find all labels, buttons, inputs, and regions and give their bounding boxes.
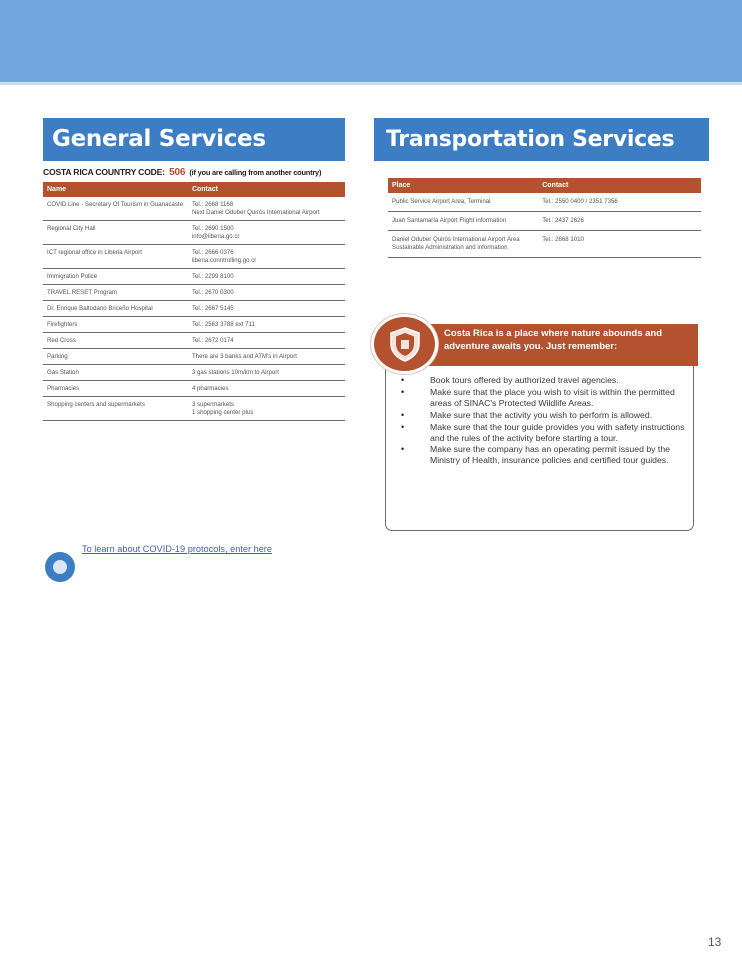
advice-list-item: • Make sure that the tour guide provides you with safety instructions and the rules of the activity before starting a tour. (401, 422, 691, 444)
row-contact-cell: Tel.: 2563 3788 ext 711 (188, 317, 345, 333)
row-contact-cell: Tel.: 2550 0400 / 2351 7356 (538, 193, 701, 212)
top-color-band (0, 0, 742, 85)
table-row (43, 397, 345, 421)
row-contact-cell: Tel.: 2666 0376 liberia.conntrolling.go.cr (188, 245, 345, 269)
row-contact-cell: There are 3 banks and ATM's in Airport (188, 349, 345, 365)
row-name-cell: Shopping centers and supermarkets (43, 397, 188, 421)
row-name-cell: Public Service Airport Area, Terminal (388, 193, 538, 212)
table-row (43, 349, 345, 365)
row-contact-cell: 4 pharmacies (188, 381, 345, 397)
row-contact-cell: Tel.: 2672 0174 (188, 333, 345, 349)
page-number: 13 (708, 935, 722, 949)
country-code-line (43, 167, 345, 178)
table-row (43, 333, 345, 349)
row-contact-cell: 3 supermarkets 1 shopping center plus (188, 397, 345, 421)
transportation-services-section (374, 118, 709, 258)
row-name-cell: Immigration Police (43, 269, 188, 285)
row-name-cell: Pharmacies (43, 381, 188, 397)
advice-list-item: • Make sure that the place you wish to visit is within the permitted areas of SINAC's Protected Wildlife Areas. (401, 387, 691, 409)
table-row (388, 193, 701, 212)
general-services-table (43, 182, 345, 421)
row-name-cell: Firefighters (43, 317, 188, 333)
row-contact-cell: Tel.: 2690 1500 info@liberia.go.cr (188, 221, 345, 245)
transportation-services-table-body (388, 193, 701, 258)
row-name-cell: Dr. Enrique Baltodano Briceño Hospital (43, 301, 188, 317)
country-code-value: 506 (169, 167, 186, 178)
row-contact-cell: Tel.: 2437 2626 (538, 212, 701, 231)
advice-list-item: • Make sure that the activity you wish to perform is allowed. (401, 410, 691, 421)
transportation-services-title: Transportation Services (374, 118, 709, 161)
general-services-table-body (43, 197, 345, 421)
table-row (43, 381, 345, 397)
table-header-row (388, 178, 701, 193)
general-services-section (43, 118, 345, 421)
table-row (43, 285, 345, 301)
row-name-cell: Juan Santamaría Airport Flight information (388, 212, 538, 231)
row-contact-cell: Tel.: 2299 8100 (188, 269, 345, 285)
table-row (43, 269, 345, 285)
advice-list (401, 375, 691, 467)
table-row (43, 317, 345, 333)
table-row (388, 231, 701, 258)
table-row (43, 221, 345, 245)
row-name-cell: TRAVEL RESET Program (43, 285, 188, 301)
table-header-row (43, 182, 345, 197)
covid-info-block (45, 543, 335, 583)
table-row (43, 197, 345, 221)
table-row (388, 212, 701, 231)
row-name-cell: Gas Station (43, 365, 188, 381)
row-name-cell: Daniel Oduber Quirós International Airport Area Sustainable Administration and information (388, 231, 538, 258)
country-code-note: (if you are calling from another country) (189, 168, 322, 177)
row-name-cell: ICT regional office in Liberia Airport (43, 245, 188, 269)
row-contact-cell: Tel.: 2667 5145 (188, 301, 345, 317)
column-header-name: Name (43, 182, 188, 197)
advice-banner: Costa Rica is a place where nature abounds and adventure awaits you. Just remember: (414, 324, 698, 366)
general-services-title: General Services (43, 118, 345, 161)
virus-icon (45, 552, 75, 582)
advice-list-item: • Book tours offered by authorized travel agencies. (401, 375, 691, 386)
column-header-contact: Contact (538, 178, 701, 193)
row-contact-cell: Tel.: 2668 1168 Next Daniel Oduber Quirós International Airport (188, 197, 345, 221)
column-header-place: Place (388, 178, 538, 193)
transportation-services-table (388, 178, 701, 258)
row-contact-cell: Tel.: 2668 1010 (538, 231, 701, 258)
shield-badge-icon (371, 314, 438, 374)
covid-protocols-link[interactable]: To learn about COVID-19 protocols, enter here (82, 544, 272, 554)
table-row (43, 245, 345, 269)
row-contact-cell: 3 gas stations 10m/km to Airport (188, 365, 345, 381)
table-row (43, 365, 345, 381)
row-name-cell: Parking (43, 349, 188, 365)
country-code-label: COSTA RICA COUNTRY CODE: (43, 167, 165, 177)
row-name-cell: COVID Line - Secretary Of Tourism in Guanacaste (43, 197, 188, 221)
shield-icon (386, 325, 424, 363)
row-name-cell: Red Cross (43, 333, 188, 349)
table-row (43, 301, 345, 317)
column-header-contact: Contact (188, 182, 345, 197)
row-name-cell: Regional City Hall (43, 221, 188, 245)
advice-list-item: • Make sure the company has an operating permit issued by the Ministry of Health, insurance policies and certified tour guides. (401, 444, 691, 466)
row-contact-cell: Tel.: 2670 0300 (188, 285, 345, 301)
